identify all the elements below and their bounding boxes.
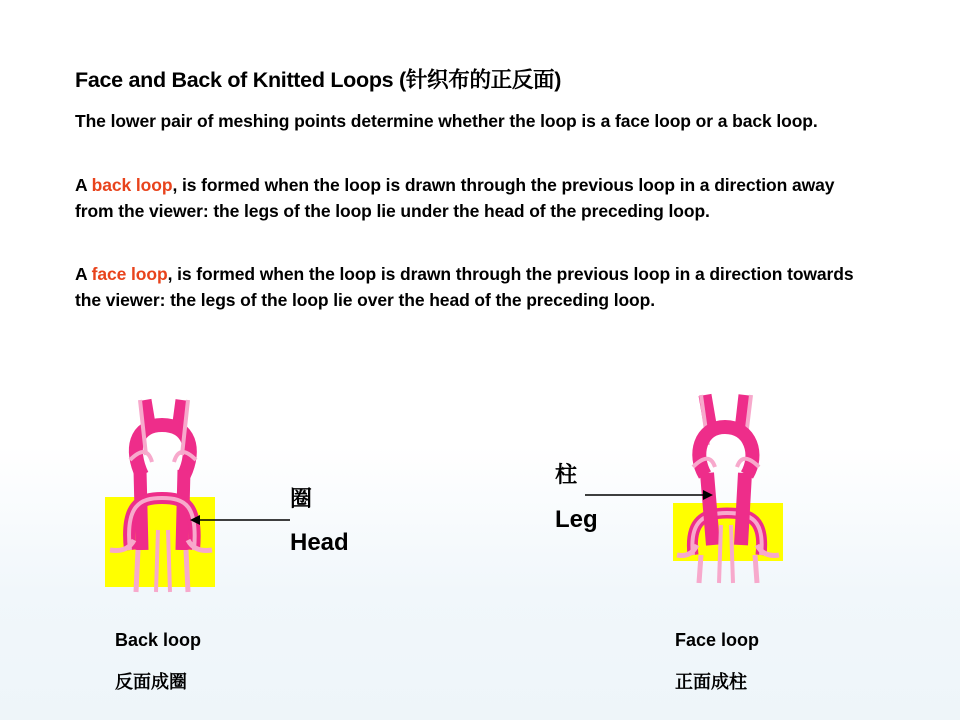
face-loop-chinese-caption: 正面成柱 xyxy=(675,672,747,692)
paragraph-face-loop-body: , is formed when the loop is drawn through the previous loop in a direction towards the viewer: the legs of the loop lie over the head of the preceding loop. xyxy=(75,264,854,310)
paragraph-meshing-points: The lower pair of meshing points determine whether the loop is a face loop or a back loop. xyxy=(75,111,818,131)
paragraph-face-loop-prefix: A xyxy=(75,264,92,284)
face-loop-diagram xyxy=(665,385,795,590)
slide-title: Face and Back of Knitted Loops (针织布的正反面) xyxy=(75,68,562,92)
face-loop-term: face loop xyxy=(91,264,168,284)
paragraph-face-loop xyxy=(75,261,875,313)
paragraph-back-loop-body: , is formed when the loop is drawn through the previous loop in a direction away from the viewer: the legs of the loop lie under the head of the preceding loop. xyxy=(75,175,835,221)
head-label: Head xyxy=(290,529,349,556)
head-pointer-arrow xyxy=(190,514,290,526)
back-loop-chinese-caption: 反面成圈 xyxy=(115,672,187,692)
leg-label: Leg xyxy=(555,506,598,533)
back-loop-diagram xyxy=(100,380,230,600)
leg-pointer-arrow xyxy=(585,489,715,501)
leg-chinese-label: 柱 xyxy=(555,462,578,487)
back-loop-caption: Back loop xyxy=(115,630,202,650)
back-loop-term: back loop xyxy=(91,175,173,195)
paragraph-back-loop xyxy=(75,172,875,224)
head-chinese-label: 圈 xyxy=(290,486,313,511)
face-loop-caption: Face loop xyxy=(675,630,760,650)
paragraph-back-loop-prefix: A xyxy=(75,175,92,195)
